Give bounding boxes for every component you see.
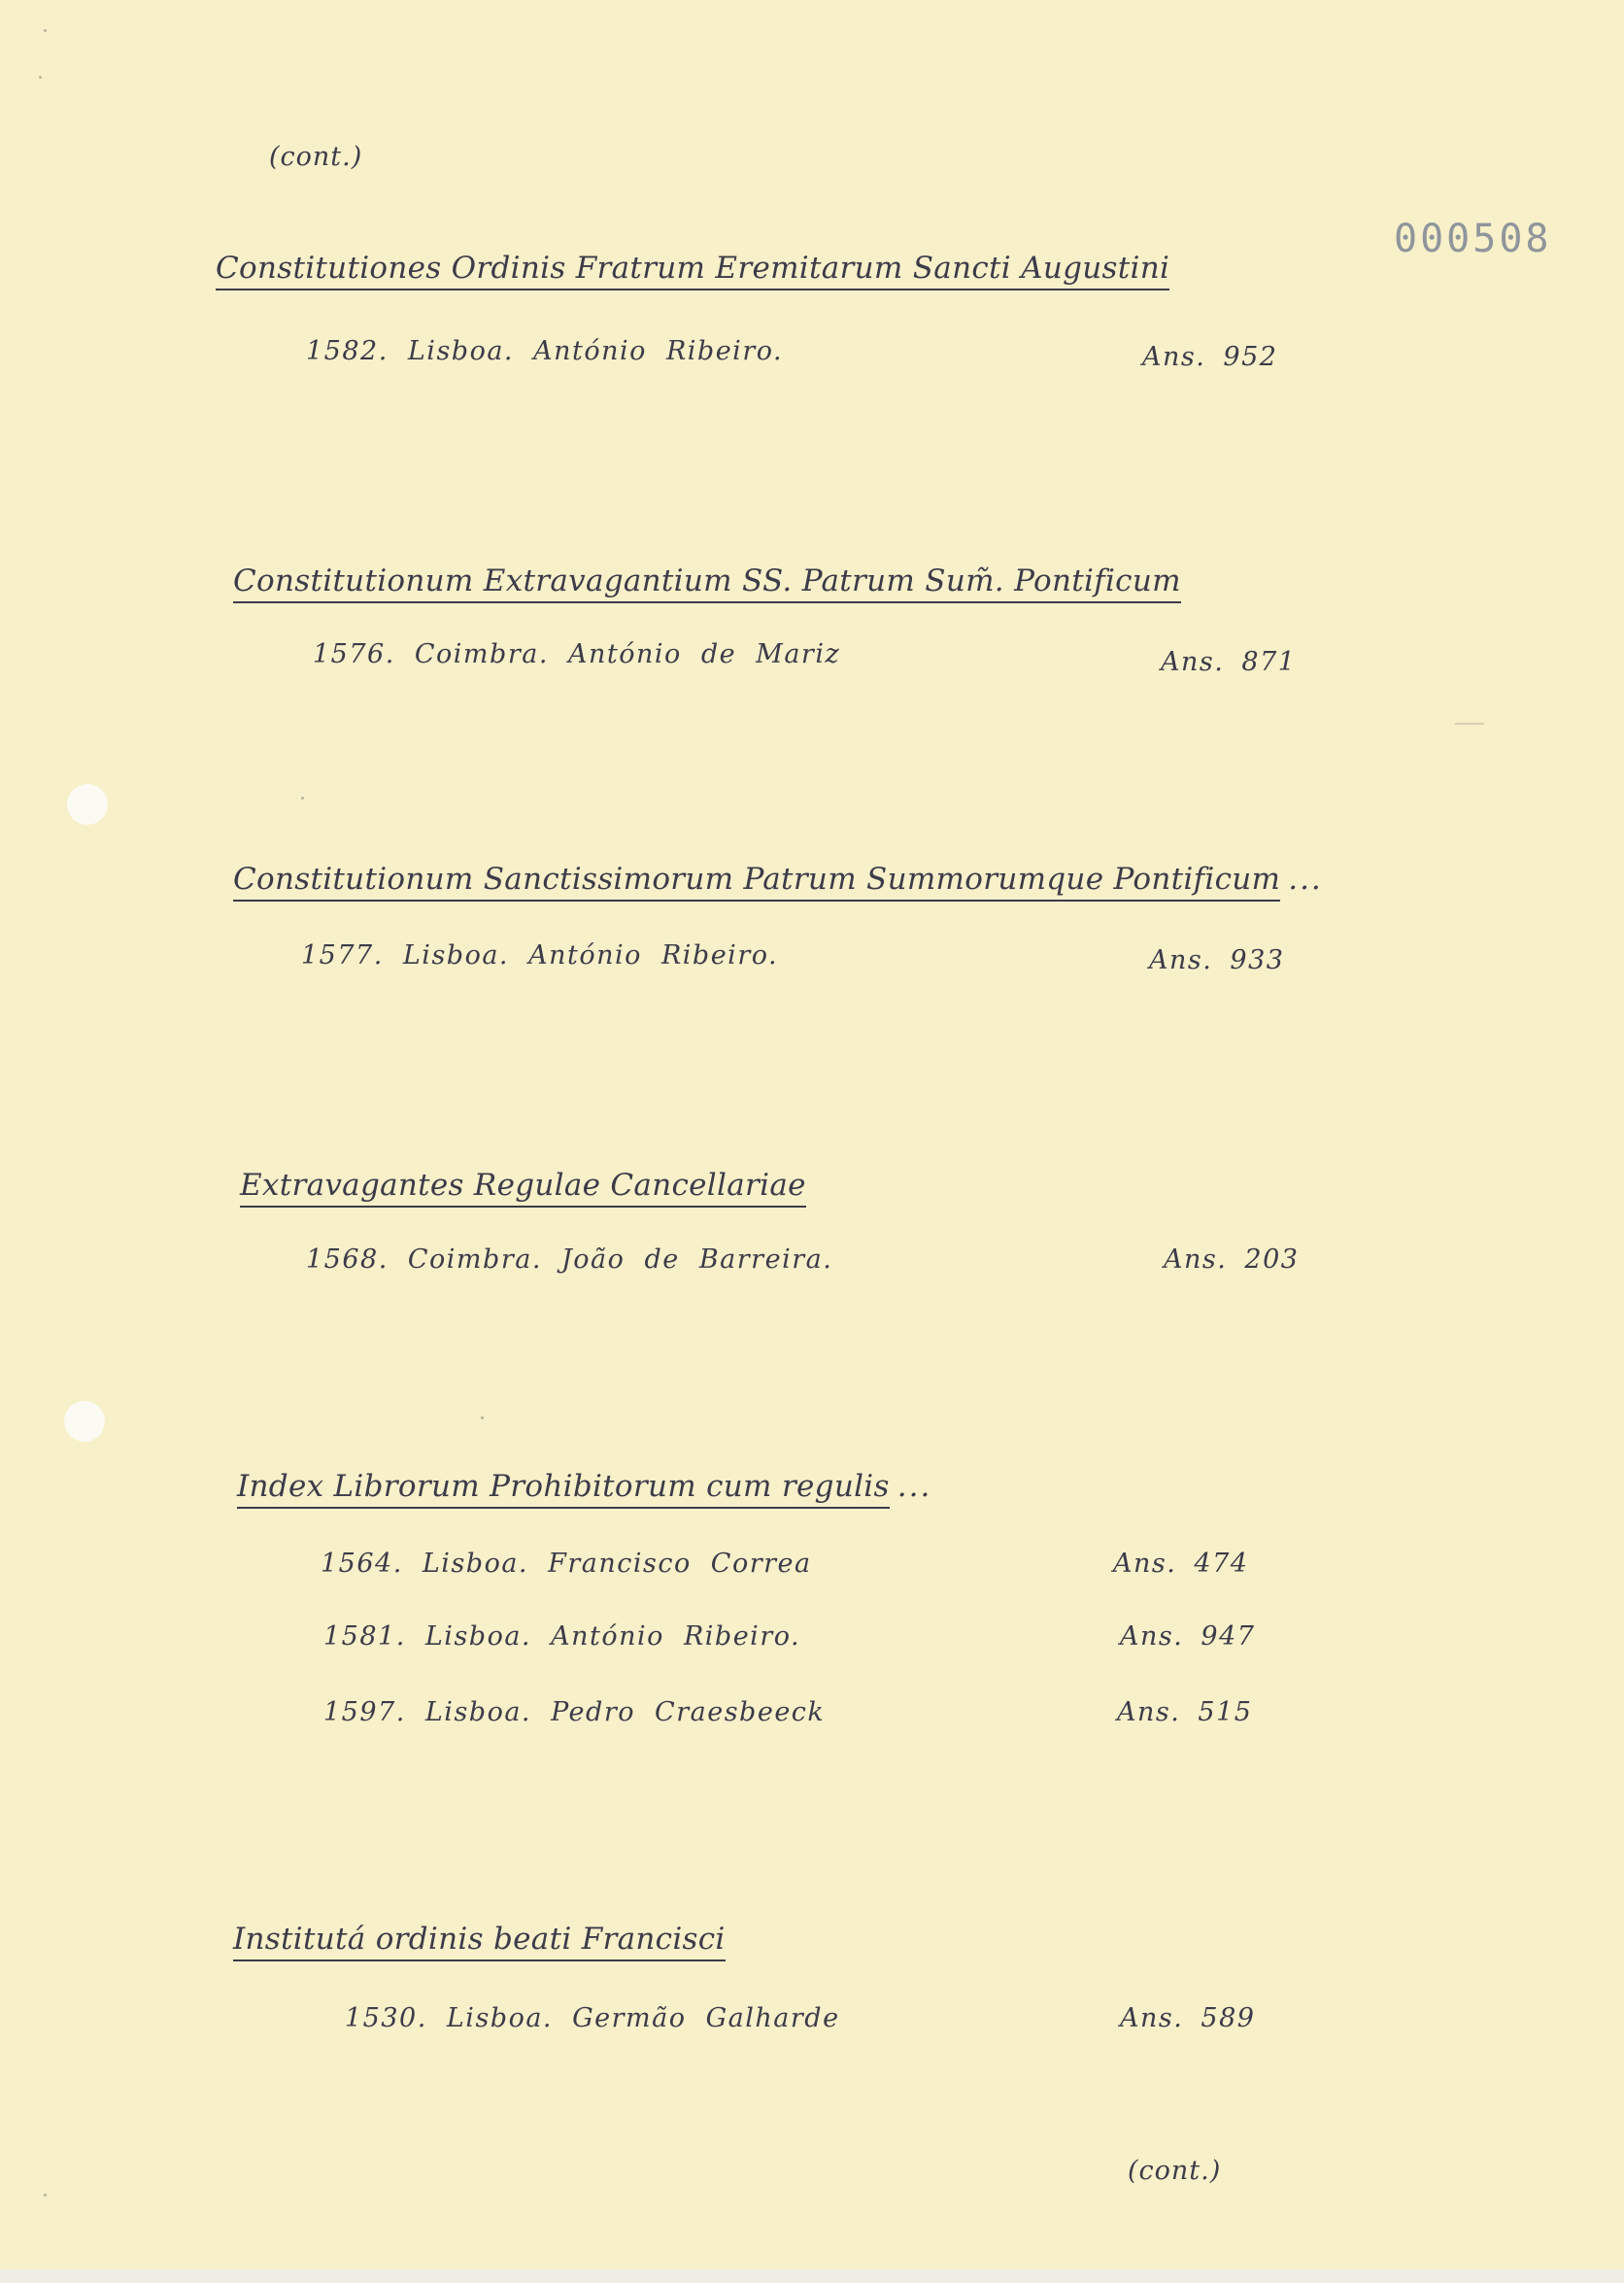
punch-hole: [67, 784, 108, 825]
imprint: 1582. Lisboa. António Ribeiro.: [306, 336, 784, 366]
shelfmark: Ans. 515: [1117, 1697, 1253, 1727]
shelfmark: Ans. 589: [1120, 2003, 1256, 2033]
shelfmark: Ans. 871: [1161, 647, 1297, 677]
punch-hole: [64, 1401, 105, 1442]
shelfmark: Ans. 952: [1142, 342, 1278, 372]
margin-mark: [1455, 723, 1484, 725]
entry-title: Constitutionum Sanctissimorum Patrum Summorumque Pontificum: [233, 862, 1280, 902]
imprint: 1530. Lisboa. Germão Galharde: [345, 2003, 840, 2033]
margin-speck: [481, 1416, 484, 1419]
imprint: 1577. Lisboa. António Ribeiro.: [301, 940, 779, 971]
imprint: 1576. Coimbra. António de Mariz: [313, 639, 841, 669]
imprint: 1597. Lisboa. Pedro Craesbeeck: [323, 1697, 826, 1727]
imprint: 1564. Lisboa. Francisco Correa: [321, 1549, 812, 1579]
entry-title-line: [233, 1922, 726, 1961]
margin-speck: [44, 2194, 47, 2197]
entry-title: Constitutionum Extravagantium SS. Patrum Sum̃. Pontificum: [233, 563, 1181, 603]
sheet-number-stamp: 000508: [1394, 217, 1552, 261]
shelfmark: Ans. 203: [1164, 1244, 1300, 1275]
imprint: 1568. Coimbra. João de Barreira.: [306, 1244, 833, 1275]
entry-title-line: [216, 251, 1169, 290]
entry-title: Extravagantes Regulae Cancellariae: [240, 1168, 806, 1208]
margin-speck: [39, 76, 42, 79]
entry-title-line: [233, 563, 1181, 603]
shelfmark: Ans. 474: [1113, 1549, 1249, 1579]
entry-title: Institutá ordinis beati Francisci: [233, 1922, 726, 1961]
shelfmark: Ans. 947: [1120, 1621, 1256, 1652]
continued-label-bottom: (cont.): [1128, 2156, 1222, 2186]
continued-label-top: (cont.): [269, 142, 363, 172]
scan-edge: [0, 2269, 1624, 2283]
margin-speck: [44, 29, 47, 32]
entry-title-ellipsis: ...: [1288, 862, 1323, 897]
margin-speck: [301, 797, 304, 800]
entry-title-line: [240, 1168, 806, 1208]
entry-title-line: [237, 1469, 931, 1509]
imprint: 1581. Lisboa. António Ribeiro.: [323, 1621, 801, 1652]
entry-title-line: [233, 862, 1323, 902]
entry-title: Index Librorum Prohibitorum cum regulis: [237, 1469, 890, 1509]
entry-title-ellipsis: ...: [897, 1469, 932, 1504]
entry-title: Constitutiones Ordinis Fratrum Eremitarum Sancti Augustini: [216, 251, 1169, 290]
shelfmark: Ans. 933: [1149, 945, 1285, 975]
